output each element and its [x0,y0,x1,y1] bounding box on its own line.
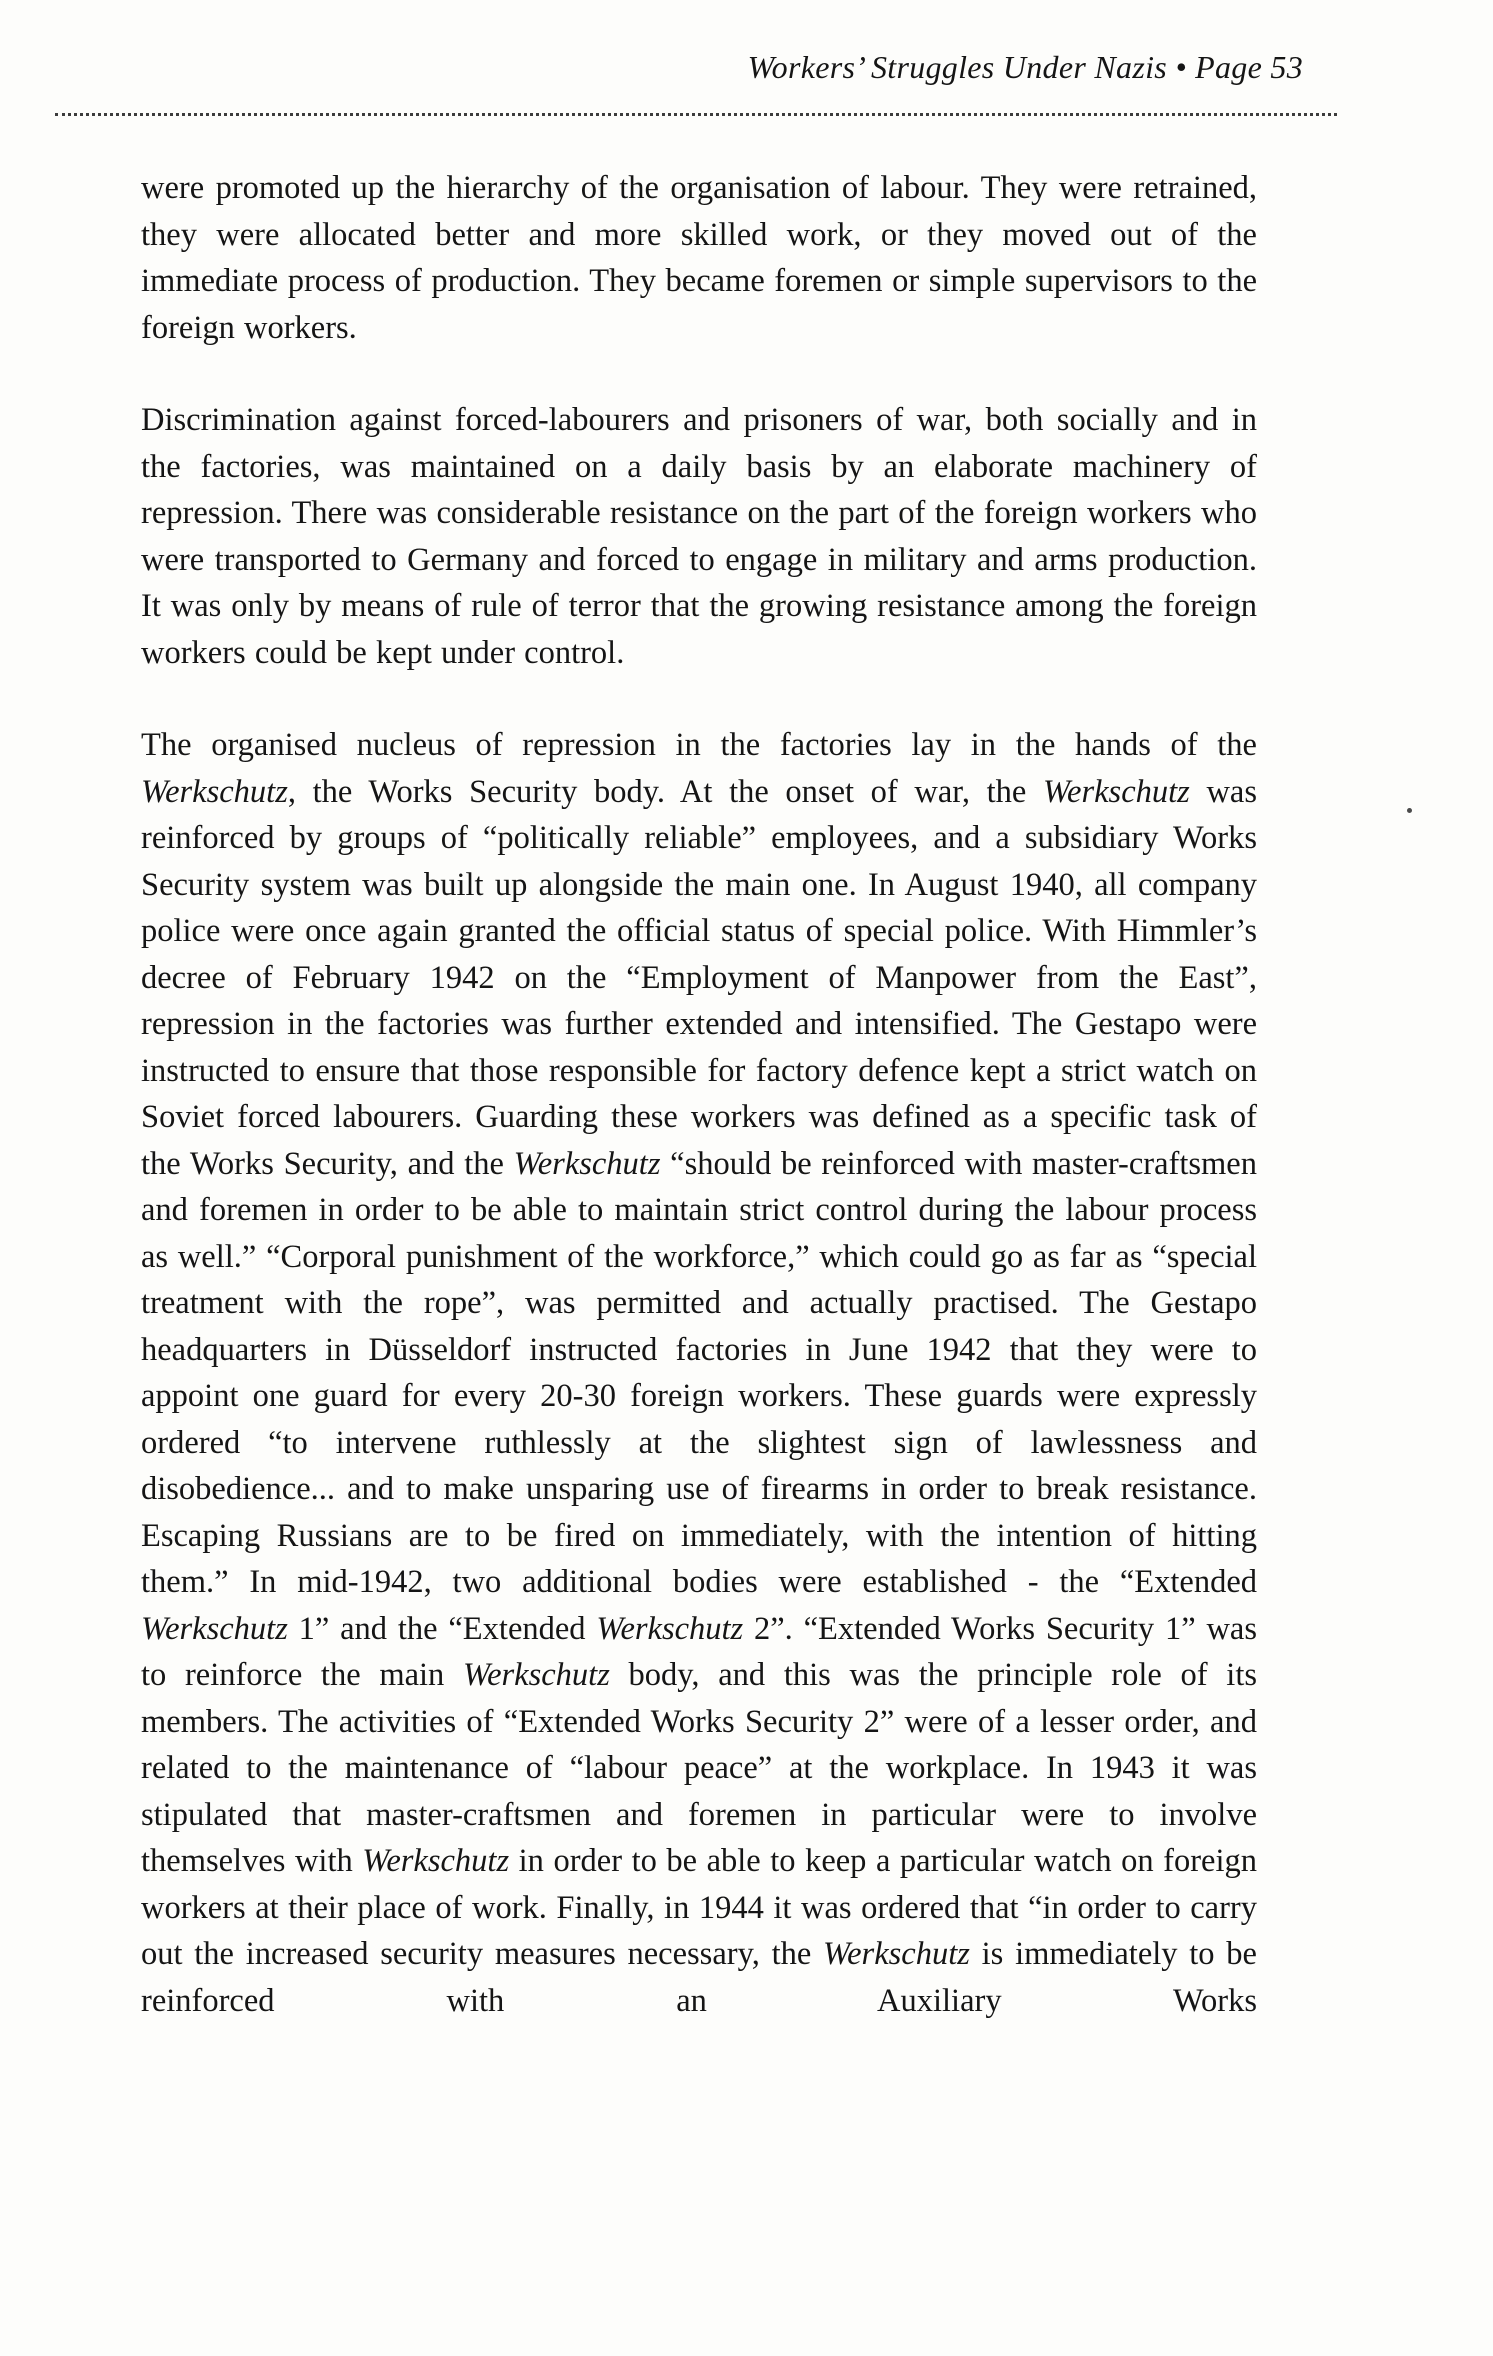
text-segment: Discrimination against forced-labourers and prisoners of war, both socially and in the factories, was maintained on a daily basis by an elaborate machinery of repression. There was considerable resistance on the part of the foreign workers who were transported to Germany and forced to engage in military and arms production. It was only by means of rule of terror that the growing resistance among the foreign workers could be kept under control. [141,402,1257,671]
paragraph [141,722,1257,2024]
text-segment: “should be reinforced with master-craftsmen and foremen in order to be able to maintain strict control during the labour process as well.” “Corporal punishment of the workforce,” which could go as far as “special treatment with the rope”, was permitted and actually practised. The Gestapo headquarters in Düsseldorf instructed factories in June 1942 that they were to appoint one guard for every 20-30 foreign workers. These guards were expressly ordered “to intervene ruthlessly at the slightest sign of lawlessness and disobedience... and to make unsparing use of firearms in order to break resistance. Escaping Russians are to be fired on immediately, with the intention of hitting them.” In mid-1942, two additional bodies were established - the “Extended [141,1145,1257,1601]
paragraph [141,165,1257,351]
text-segment: body, and this was the principle role of its members. The activities of “Extended Works Security 2” were of a lesser order, and related to the maintenance of “labour peace” at the workplace. In 1943 it was stipulated that master-craftsmen and foremen in particular were to involve themselves with [141,1657,1257,1880]
page-header [0,0,1493,86]
italic-text-segment: Werkschutz [463,1657,610,1694]
paragraph [141,397,1257,676]
italic-text-segment: Werkschutz [596,1610,744,1647]
italic-text-segment: Werkschutz [141,773,288,810]
text-segment: , the Works Security body. At the onset of war, the [287,773,1043,810]
text-segment: is immediately to be reinforced with an Auxiliary Works [141,1936,1257,2019]
text-segment: 2”. “Extended Works Security 1” was to reinforce the main [141,1610,1257,1694]
dotted-divider [55,113,1337,116]
italic-text-segment: Werkschutz [823,1936,970,1973]
italic-text-segment: Werkschutz [1042,773,1190,810]
content [0,165,1493,2024]
running-header-text: Workers’ Struggles Under Nazis • Page 53 [747,49,1303,85]
italic-text-segment: Werkschutz [513,1145,661,1182]
italic-text-segment: Werkschutz [362,1843,510,1880]
italic-text-segment: Werkschutz [141,1610,288,1647]
text-segment: The organised nucleus of repression in the factories lay in the hands of the [141,727,1257,764]
text-segment: 1” and the “Extended [287,1610,597,1647]
text-segment: in order to be able to keep a particular watch on foreign workers at their place of work. Finally, in 1944 it was ordered that “in order to carry out the increased security measures necessary, the [141,1843,1257,1973]
text-segment: was reinforced by groups of “politically reliable” employees, and a subsidiary Works Security system was built up alongside the main one. In August 1940, all company police were once again granted the official status of special police. With Himmler’s decree of February 1942 on the “Employment of Manpower from the East”, repression in the factories was further extended and intensified. The Gestapo were instructed to ensure that those responsible for factory defence kept a strict watch on Soviet forced labourers. Guarding these workers was defined as a specific task of the Works Security, and the [141,773,1257,1182]
text-segment: were promoted up the hierarchy of the organisation of labour. They were retrained, they were allocated better and more skilled work, or they moved out of the immediate process of production. They became foremen or simple supervisors to the foreign workers. [141,170,1257,346]
scan-artifact-dot [1407,808,1412,813]
